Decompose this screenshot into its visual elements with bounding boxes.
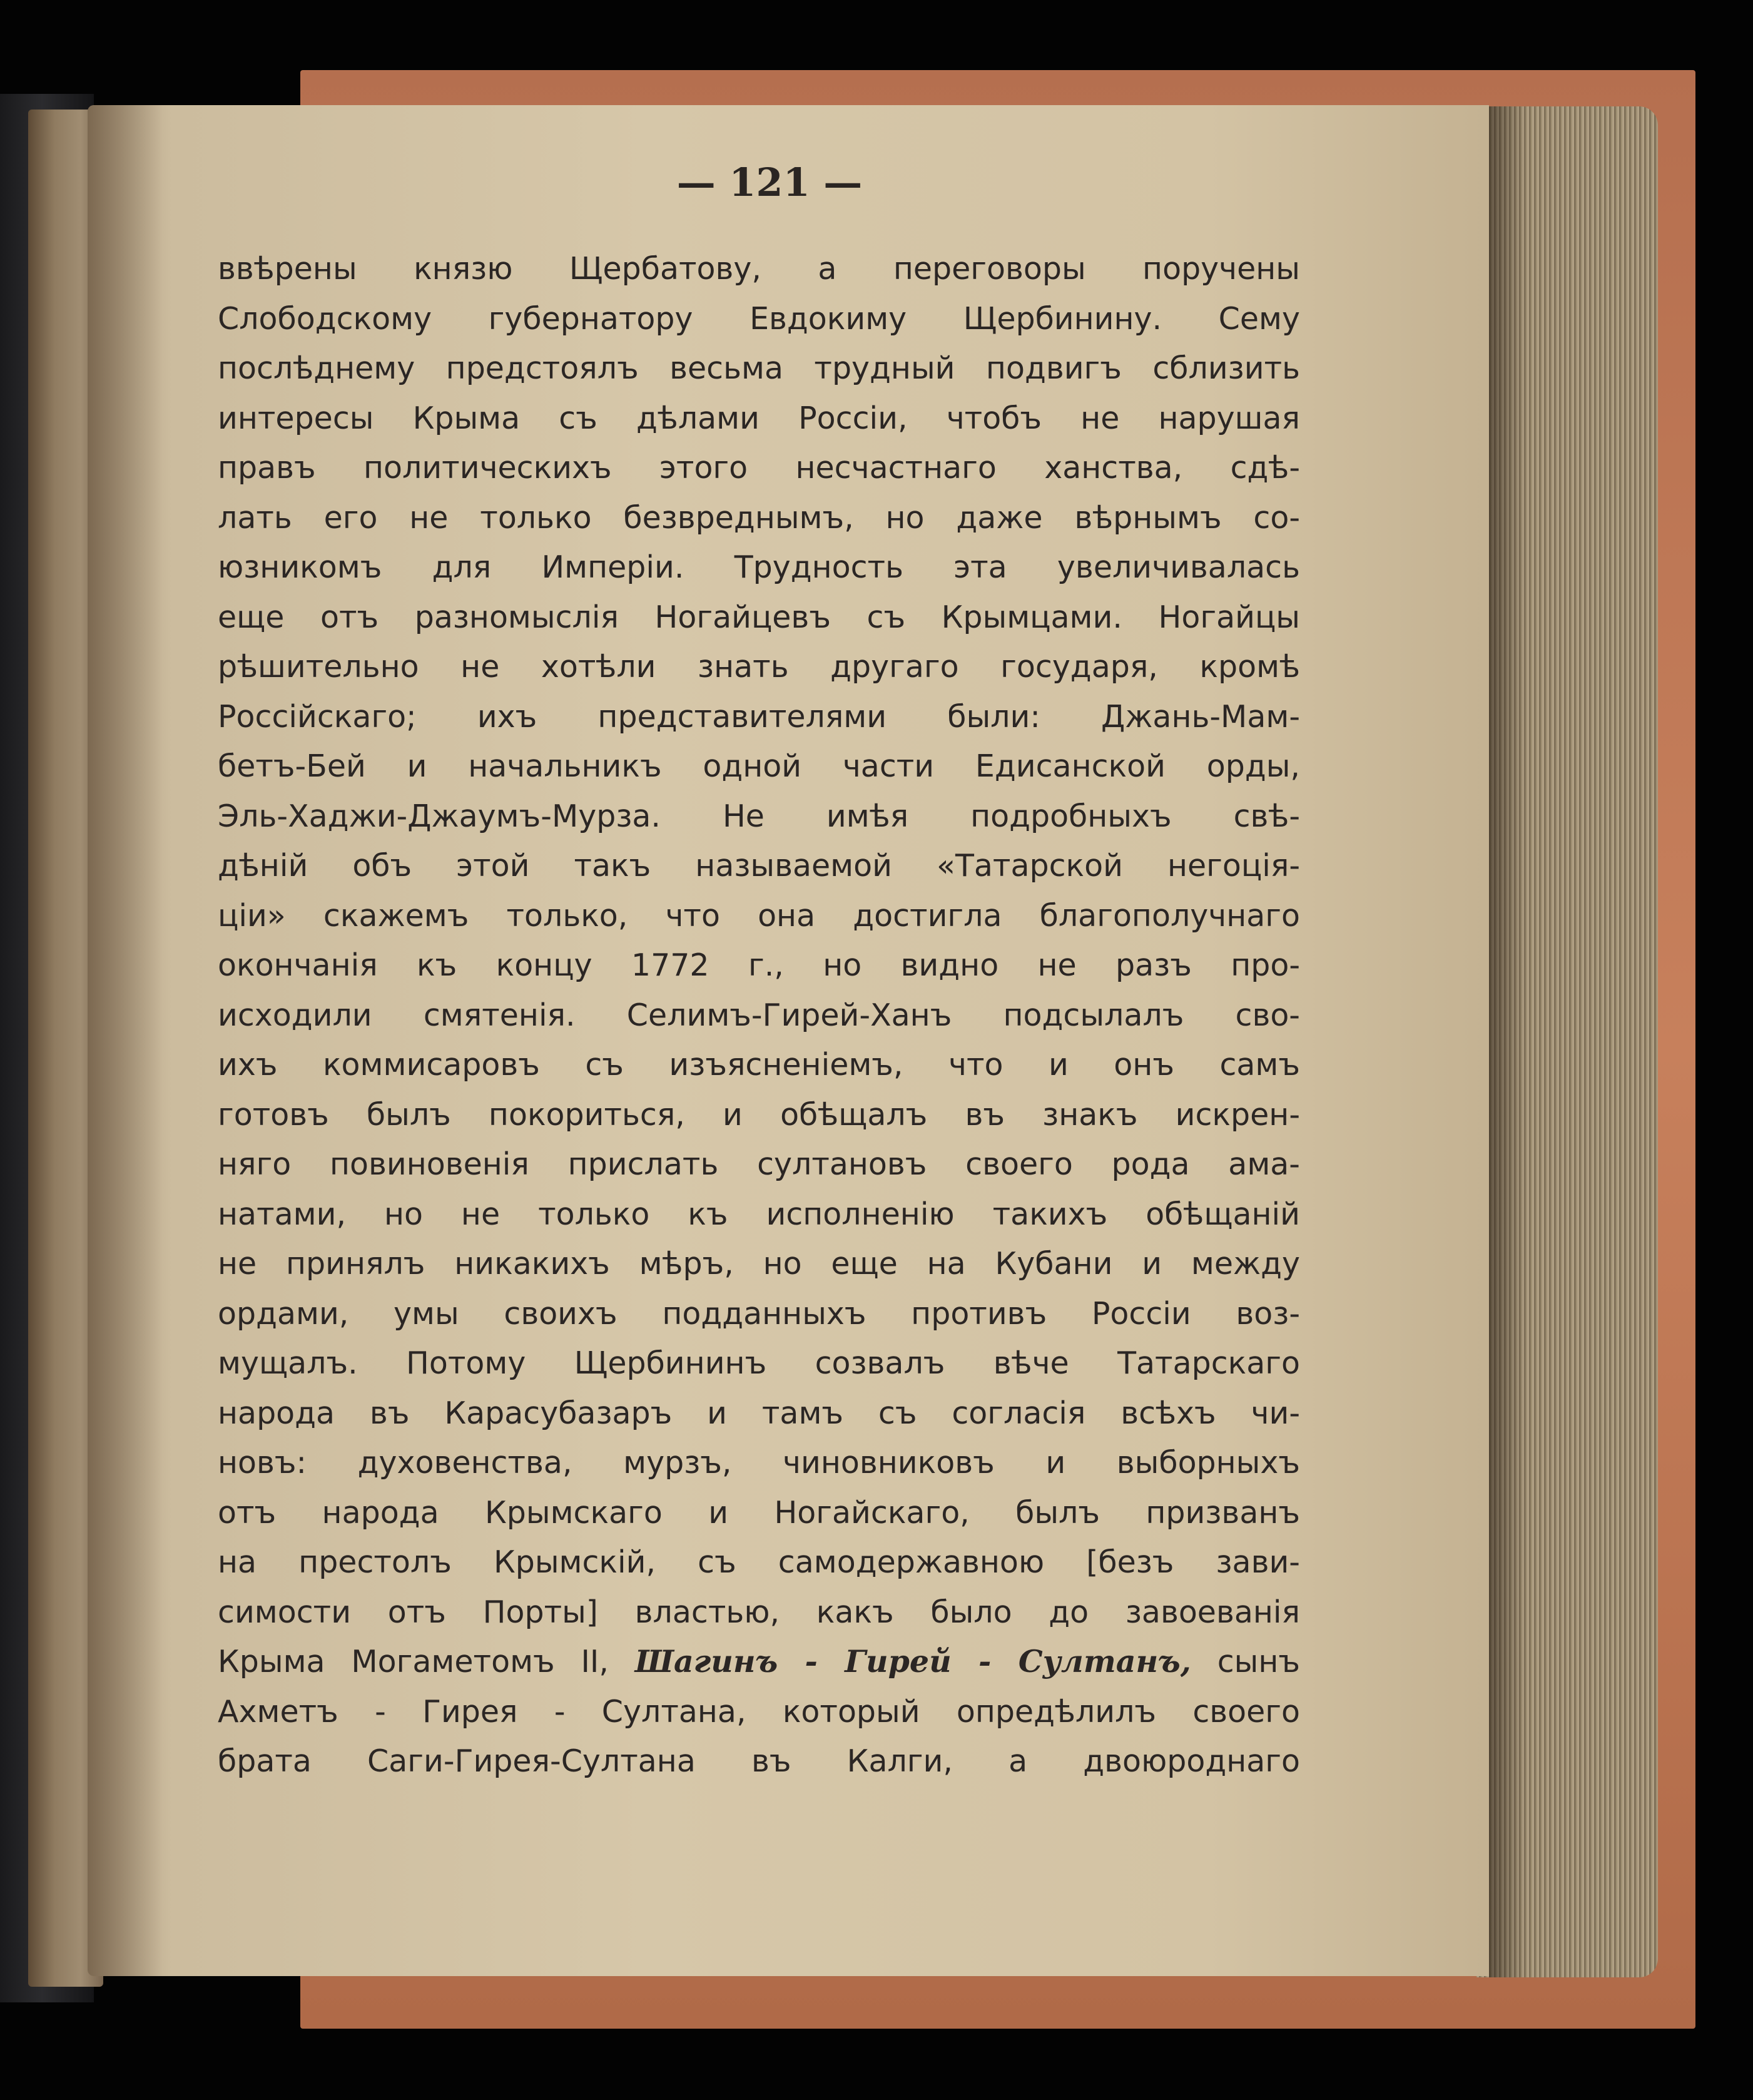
text-line: няго повиновенія прислать султановъ своего рода ама- (218, 1146, 1300, 1182)
gutter-shadow-right (1489, 106, 1527, 1977)
text-line: народа въ Карасубазаръ и тамъ съ согласія всѣхъ чи- (218, 1395, 1300, 1431)
text-line: послѣднему предстоялъ весьма трудный подвигъ сблизить (218, 350, 1300, 386)
text-line: дѣній объ этой такъ называемой «Татарской негоція- (218, 848, 1300, 884)
body-text (218, 244, 1300, 1787)
text-line: правъ политическихъ этого несчастнаго ханства, сдѣ- (218, 450, 1300, 486)
text-line: бетъ-Бей и начальникъ одной части Едисанской орды, (218, 748, 1300, 784)
text-line: готовъ былъ покориться, и обѣщалъ въ знакъ искрен- (218, 1096, 1300, 1133)
text-line: интересы Крыма съ дѣлами Россіи, чтобъ не нарушая (218, 400, 1300, 436)
line-part-before: Крыма Могаметомъ II, (218, 1644, 635, 1679)
emphasized-name: Шагинъ - Гирей - Султанъ, (634, 1643, 1191, 1679)
text-line: ціи» скажемъ только, что она достигла благополучнаго (218, 897, 1300, 934)
text-line: лать его не только безвреднымъ, но даже вѣрнымъ со- (218, 499, 1300, 536)
text-line: рѣшительно не хотѣли знать другаго государя, кромѣ (218, 649, 1300, 685)
text-line: симости отъ Порты] властью, какъ было до завоеванія (218, 1594, 1300, 1630)
text-line: Эль-Хаджи-Джаумъ-Мурза. Не имѣя подробныхъ свѣ- (218, 798, 1300, 834)
gutter-shadow-left (88, 105, 163, 1976)
text-line: юзникомъ для Имперіи. Трудность эта увеличивалась (218, 549, 1300, 585)
text-line: Россійскаго; ихъ представителями были: Джань-Мам- (218, 698, 1300, 735)
text-line: новъ: духовенства, мурзъ, чиновниковъ и выборныхъ (218, 1445, 1300, 1481)
line-part-after: сынъ (1191, 1644, 1300, 1679)
text-line: ихъ коммисаровъ съ изъясненіемъ, что и онъ самъ (218, 1047, 1300, 1083)
text-line: ввѣрены князю Щербатову, а переговоры поручены (218, 251, 1300, 287)
page-number: — 121 — (676, 160, 863, 205)
text-line: брата Саги-Гирея-Султана въ Калги, а двоюроднаго (218, 1743, 1300, 1779)
text-line-emphasis (218, 1637, 1300, 1687)
text-line: отъ народа Крымскаго и Ногайскаго, былъ призванъ (218, 1494, 1300, 1531)
text-line: мущалъ. Потому Щербининъ созвалъ вѣче Татарскаго (218, 1345, 1300, 1381)
text-line: Слободскому губернатору Евдокиму Щербинину. Сему (218, 300, 1300, 337)
text-line: на престолъ Крымскій, съ самодержавною [безъ зави- (218, 1544, 1300, 1580)
text-line: окончанія къ концу 1772 г., но видно не разъ про- (218, 947, 1300, 983)
text-line: еще отъ разномыслія Ногайцевъ съ Крымцами. Ногайцы (218, 599, 1300, 635)
text-line: натами, но не только къ исполненію такихъ обѣщаній (218, 1196, 1300, 1232)
text-line: ордами, умы своихъ подданныхъ противъ Россіи воз- (218, 1295, 1300, 1332)
text-line: Ахметъ - Гирея - Султана, который опредѣлилъ своего (218, 1693, 1300, 1730)
text-line: исходили смятенія. Селимъ-Гирей-Ханъ подсылалъ сво- (218, 997, 1300, 1033)
text-line: не принялъ никакихъ мѣръ, но еще на Кубани и между (218, 1246, 1300, 1282)
